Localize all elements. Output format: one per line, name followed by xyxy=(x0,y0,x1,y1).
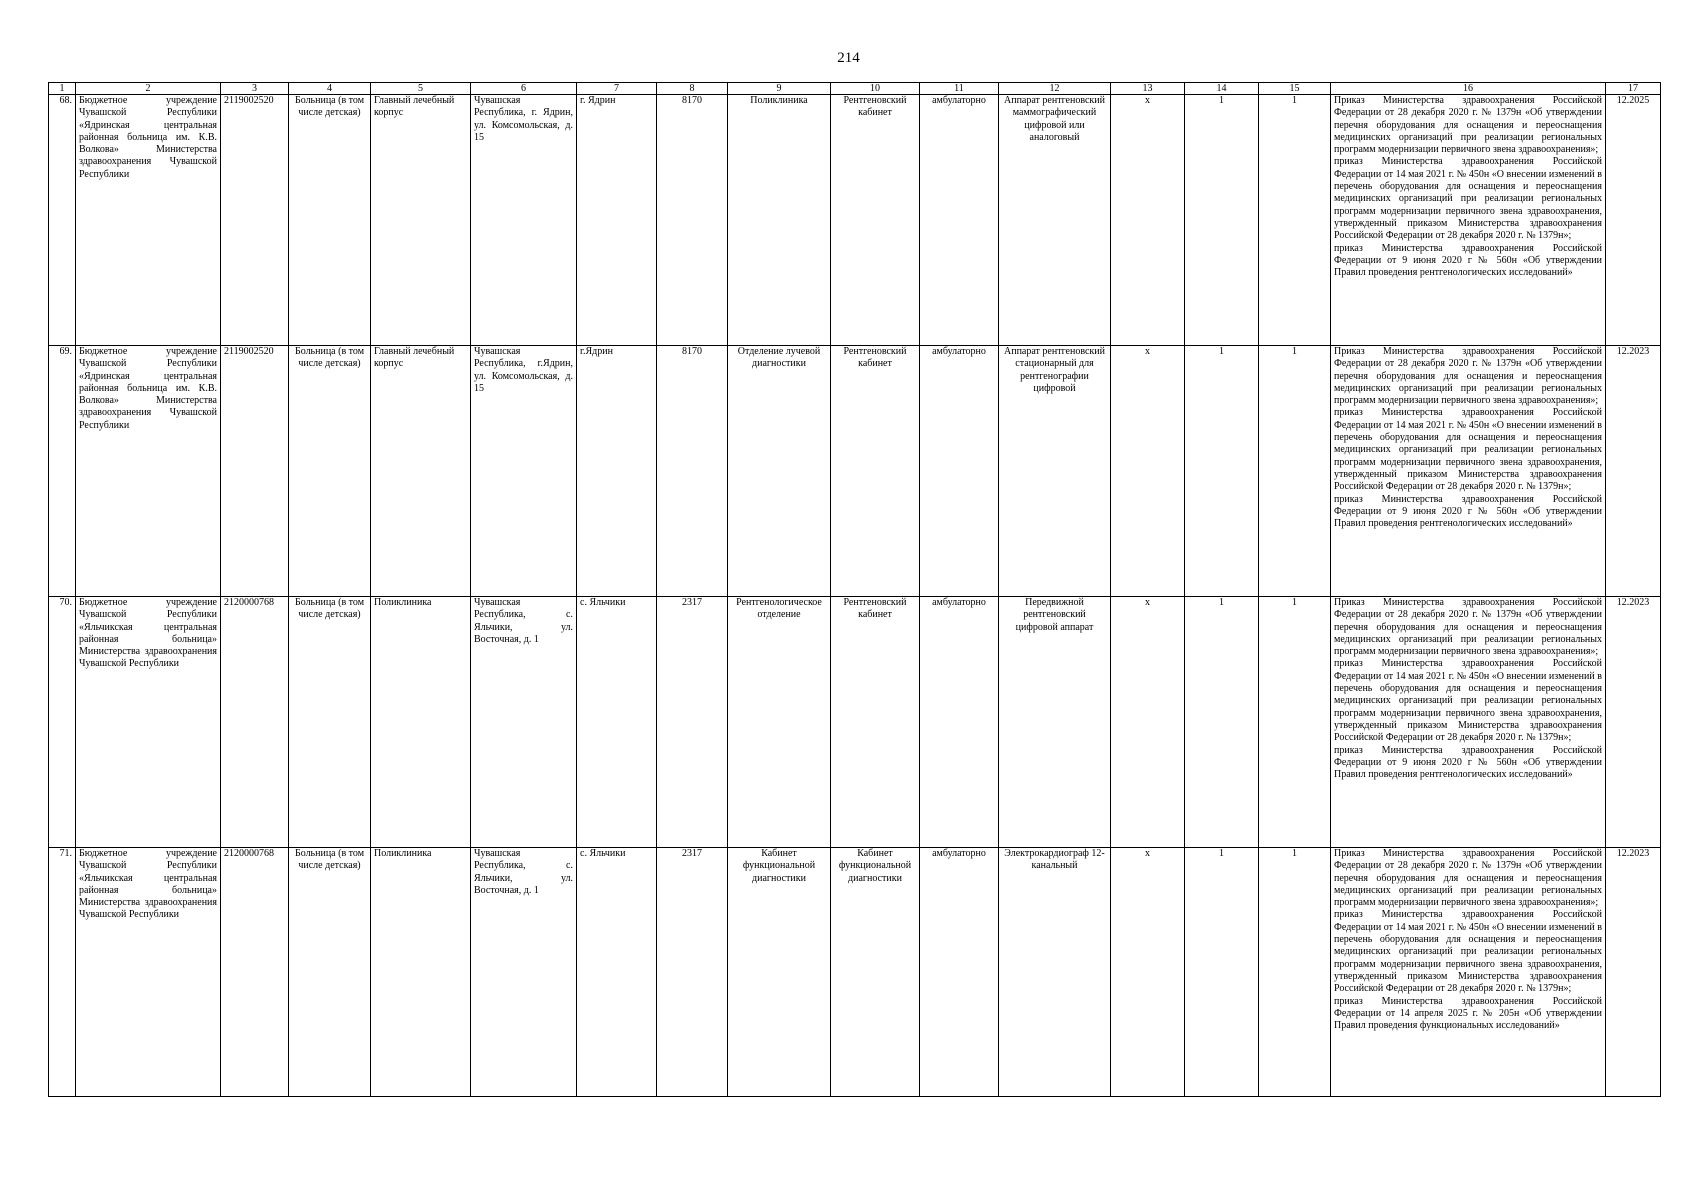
column-number: 14 xyxy=(1185,83,1259,95)
legal-basis-item: Приказ Министерства здравоохранения Российской Федерации от 28 декабря 2020 г. № 1379н «Об утверждении перечня оборудования для оснащения и переоснащения медицинских организаций при реализации региональных программ модернизации первичного звена здравоохранения»; xyxy=(1334,346,1602,407)
col-13-value: х xyxy=(1111,346,1185,597)
building-name: Поликлиника xyxy=(371,597,471,848)
column-number-row xyxy=(49,83,1661,95)
department: Поликлиника xyxy=(728,95,831,346)
care-condition: амбулаторно xyxy=(920,95,999,346)
due-date: 12.2023 xyxy=(1606,848,1661,1097)
legal-basis-item: приказ Министерства здравоохранения Российской Федерации от 14 мая 2021 г. № 450н «О внесении изменений в перечень оборудования для оснащения и переоснащения медицинских организаций при реализации региональных программ модернизации первичного звена здравоохранения, утвержденный приказом Министерства здравоохранения Российской Федерации от 28 декабря 2020 г. № 1379н»; xyxy=(1334,909,1602,995)
col-14-value: 1 xyxy=(1185,346,1259,597)
room: Рентгеновский кабинет xyxy=(831,597,920,848)
column-number: 2 xyxy=(76,83,221,95)
organization-type: Больница (в том числе детская) xyxy=(289,848,371,1097)
column-number: 7 xyxy=(577,83,657,95)
col-15-value: 1 xyxy=(1259,346,1331,597)
room: Рентгеновский кабинет xyxy=(831,95,920,346)
inn-code: 2119002520 xyxy=(221,346,289,597)
address: Чувашская Республика, г. Ядрин, ул. Комсомольская, д. 15 xyxy=(471,95,577,346)
column-number: 17 xyxy=(1606,83,1661,95)
legal-basis xyxy=(1331,597,1606,848)
organization-type: Больница (в том числе детская) xyxy=(289,597,371,848)
locality: г.Ядрин xyxy=(577,346,657,597)
column-number: 5 xyxy=(371,83,471,95)
legal-basis-item: приказ Министерства здравоохранения Российской Федерации от 9 июня 2020 г № 560н «Об утверждении Правил проведения рентгенологических исследований» xyxy=(1334,242,1602,279)
col-13-value: х xyxy=(1111,597,1185,848)
legal-basis xyxy=(1331,346,1606,597)
row-number: 69. xyxy=(49,346,76,597)
locality: с. Яльчики xyxy=(577,597,657,848)
table-row xyxy=(49,848,1661,1097)
room: Кабинет функциональной диагностики xyxy=(831,848,920,1097)
department: Рентгенологическое отделение xyxy=(728,597,831,848)
care-condition: амбулаторно xyxy=(920,597,999,848)
equipment-name: Передвижной рентгеновский цифровой аппарат xyxy=(999,597,1111,848)
page-number: 214 xyxy=(837,50,860,66)
column-number: 15 xyxy=(1259,83,1331,95)
equipment-name: Аппарат рентгеновский стационарный для рентгенографии цифровой xyxy=(999,346,1111,597)
legal-basis-item: приказ Министерства здравоохранения Российской Федерации от 14 апреля 2025 г. № 205н «Об утверждении Правил проведения функциональных исследований» xyxy=(1334,995,1602,1032)
legal-basis-item: приказ Министерства здравоохранения Российской Федерации от 14 мая 2021 г. № 450н «О внесении изменений в перечень оборудования для оснащения и переоснащения медицинских организаций при реализации региональных программ модернизации первичного звена здравоохранения, утвержденный приказом Министерства здравоохранения Российской Федерации от 28 декабря 2020 г. № 1379н»; xyxy=(1334,156,1602,242)
population: 2317 xyxy=(657,848,728,1097)
due-date: 12.2023 xyxy=(1606,597,1661,848)
column-number: 4 xyxy=(289,83,371,95)
col-14-value: 1 xyxy=(1185,95,1259,346)
organization-type: Больница (в том числе детская) xyxy=(289,346,371,597)
care-condition: амбулаторно xyxy=(920,346,999,597)
column-number: 10 xyxy=(831,83,920,95)
institution-name: Бюджетное учреждение Чувашской Республики «Яльчикская центральная районная больница» Министерства здравоохранения Чувашской Республики xyxy=(76,848,221,1097)
care-condition: амбулаторно xyxy=(920,848,999,1097)
legal-basis-item: Приказ Министерства здравоохранения Российской Федерации от 28 декабря 2020 г. № 1379н «Об утверждении перечня оборудования для оснащения и переоснащения медицинских организаций при реализации региональных программ модернизации первичного звена здравоохранения»; xyxy=(1334,597,1602,658)
address: Чувашская Республика, с. Яльчики, ул. Восточная, д. 1 xyxy=(471,848,577,1097)
col-13-value: х xyxy=(1111,95,1185,346)
inn-code: 2120000768 xyxy=(221,597,289,848)
address: Чувашская Республика, г.Ядрин, ул. Комсомольская, д. 15 xyxy=(471,346,577,597)
due-date: 12.2025 xyxy=(1606,95,1661,346)
department: Кабинет функциональной диагностики xyxy=(728,848,831,1097)
legal-basis xyxy=(1331,848,1606,1097)
column-number: 11 xyxy=(920,83,999,95)
building-name: Поликлиника xyxy=(371,848,471,1097)
legal-basis-item: приказ Министерства здравоохранения Российской Федерации от 9 июня 2020 г № 560н «Об утверждении Правил проведения рентгенологических исследований» xyxy=(1334,744,1602,781)
column-number: 9 xyxy=(728,83,831,95)
institution-name: Бюджетное учреждение Чувашской Республики «Ядринская центральная районная больница им. К.В. Волкова» Министерства здравоохранения Чувашской Республики xyxy=(76,95,221,346)
population: 8170 xyxy=(657,95,728,346)
legal-basis-item: Приказ Министерства здравоохранения Российской Федерации от 28 декабря 2020 г. № 1379н «Об утверждении перечня оборудования для оснащения и переоснащения медицинских организаций при реализации региональных программ модернизации первичного звена здравоохранения»; xyxy=(1334,848,1602,909)
column-number: 13 xyxy=(1111,83,1185,95)
equipment-table xyxy=(48,82,1661,1097)
legal-basis-item: приказ Министерства здравоохранения Российской Федерации от 14 мая 2021 г. № 450н «О внесении изменений в перечень оборудования для оснащения и переоснащения медицинских организаций при реализации региональных программ модернизации первичного звена здравоохранения, утвержденный приказом Министерства здравоохранения Российской Федерации от 28 декабря 2020 г. № 1379н»; xyxy=(1334,407,1602,493)
legal-basis-item: приказ Министерства здравоохранения Российской Федерации от 9 июня 2020 г № 560н «Об утверждении Правил проведения рентгенологических исследований» xyxy=(1334,493,1602,530)
organization-type: Больница (в том числе детская) xyxy=(289,95,371,346)
locality: г. Ядрин xyxy=(577,95,657,346)
department: Отделение лучевой диагностики xyxy=(728,346,831,597)
due-date: 12.2023 xyxy=(1606,346,1661,597)
column-number: 6 xyxy=(471,83,577,95)
col-14-value: 1 xyxy=(1185,597,1259,848)
inn-code: 2119002520 xyxy=(221,95,289,346)
column-number: 1 xyxy=(49,83,76,95)
legal-basis-item: приказ Министерства здравоохранения Российской Федерации от 14 мая 2021 г. № 450н «О внесении изменений в перечень оборудования для оснащения и переоснащения медицинских организаций при реализации региональных программ модернизации первичного звена здравоохранения, утвержденный приказом Министерства здравоохранения Российской Федерации от 28 декабря 2020 г. № 1379н»; xyxy=(1334,658,1602,744)
col-15-value: 1 xyxy=(1259,597,1331,848)
room: Рентгеновский кабинет xyxy=(831,346,920,597)
locality: с. Яльчики xyxy=(577,848,657,1097)
population: 2317 xyxy=(657,597,728,848)
inn-code: 2120000768 xyxy=(221,848,289,1097)
row-number: 70. xyxy=(49,597,76,848)
col-14-value: 1 xyxy=(1185,848,1259,1097)
population: 8170 xyxy=(657,346,728,597)
col-13-value: х xyxy=(1111,848,1185,1097)
col-15-value: 1 xyxy=(1259,848,1331,1097)
table-row xyxy=(49,95,1661,346)
column-number: 12 xyxy=(999,83,1111,95)
institution-name: Бюджетное учреждение Чувашской Республики «Яльчикская центральная районная больница» Министерства здравоохранения Чувашской Республики xyxy=(76,597,221,848)
row-number: 68. xyxy=(49,95,76,346)
col-15-value: 1 xyxy=(1259,95,1331,346)
column-number: 8 xyxy=(657,83,728,95)
legal-basis xyxy=(1331,95,1606,346)
building-name: Главный лечебный корпус xyxy=(371,95,471,346)
table-row xyxy=(49,597,1661,848)
legal-basis-item: Приказ Министерства здравоохранения Российской Федерации от 28 декабря 2020 г. № 1379н «Об утверждении перечня оборудования для оснащения и переоснащения медицинских организаций при реализации региональных программ модернизации первичного звена здравоохранения»; xyxy=(1334,95,1602,156)
equipment-name: Аппарат рентгеновский маммографический цифровой или аналоговый xyxy=(999,95,1111,346)
address: Чувашская Республика, с. Яльчики, ул. Восточная, д. 1 xyxy=(471,597,577,848)
row-number: 71. xyxy=(49,848,76,1097)
building-name: Главный лечебный корпус xyxy=(371,346,471,597)
equipment-name: Электрокардиограф 12-канальный xyxy=(999,848,1111,1097)
table-row xyxy=(49,346,1661,597)
institution-name: Бюджетное учреждение Чувашской Республики «Ядринская центральная районная больница им. К.В. Волкова» Министерства здравоохранения Чувашской Республики xyxy=(76,346,221,597)
column-number: 3 xyxy=(221,83,289,95)
column-number: 16 xyxy=(1331,83,1606,95)
